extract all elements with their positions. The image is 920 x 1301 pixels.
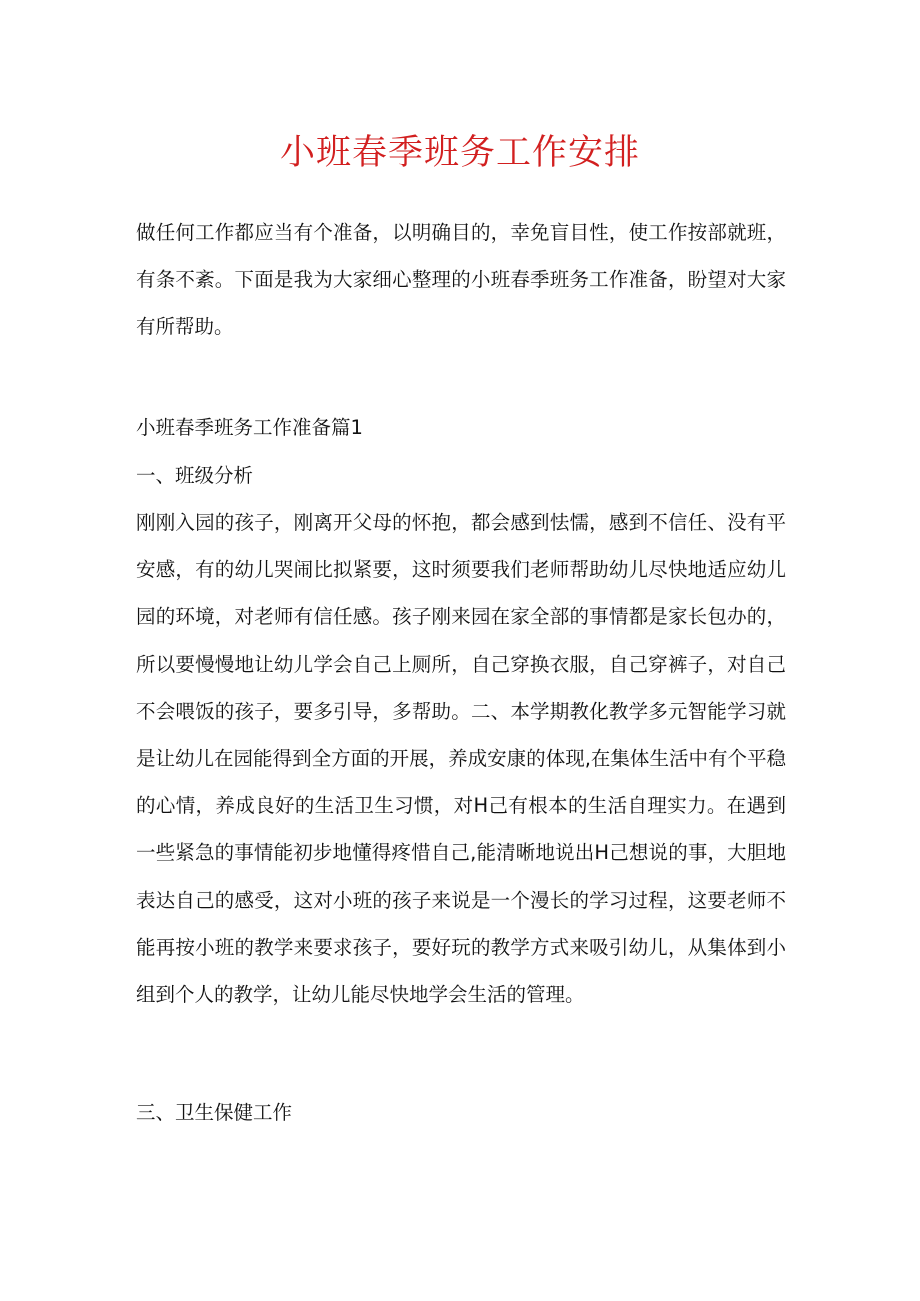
heading-health-care: 三、卫生保健工作 bbox=[136, 1101, 293, 1124]
document-title: 小班春季班务工作安排 bbox=[279, 133, 640, 173]
intro-paragraph: 做任何工作都应当有个准备，以明确目的，幸免盲目性，使工作按部就班，有条不紊。下面是我为大家细心整理的小班春季班务工作准备，盼望对大家有所帮助。 bbox=[136, 221, 786, 339]
section-heading: 小班春季班务工作准备篇1 bbox=[136, 416, 363, 439]
paragraph-class-analysis: 刚刚入园的孩子，刚离开父母的怀抱，都会感到怯懦，感到不信任、没有平安感，有的幼儿哭闹比拟紧要，这时须要我们老师帮助幼儿尽快地适应幼儿园的环境，对老师有信任感。孩子刚来园在家全部的事情都是家长包办的，所以要慢慢地让幼儿学会自己上厕所，自己穿换衣服，自己穿裤子，对自己不会喂饭的孩子，要多引导，多帮助。二、本学期教化教学多元智能学习就是让幼儿在园能得到全方面的开展，养成安康的体现,在集体生活中有个平稳的心情，养成良好的生活卫生习惯，对H己有根本的生活自理实力。在遇到一些紧急的事情能初步地懂得疼惜自己,能清晰地说出H己想说的事，大胆地表达自己的感受，这对小班的孩子来说是一个漫长的学习过程，这要老师不能再按小班的教学来要求孩子，要好玩的教学方式来吸引幼儿，从集体到小组到个人的教学，让幼儿能尽快地学会生活的管理。 bbox=[136, 511, 786, 1007]
heading-class-analysis: 一、班级分析 bbox=[136, 464, 254, 487]
